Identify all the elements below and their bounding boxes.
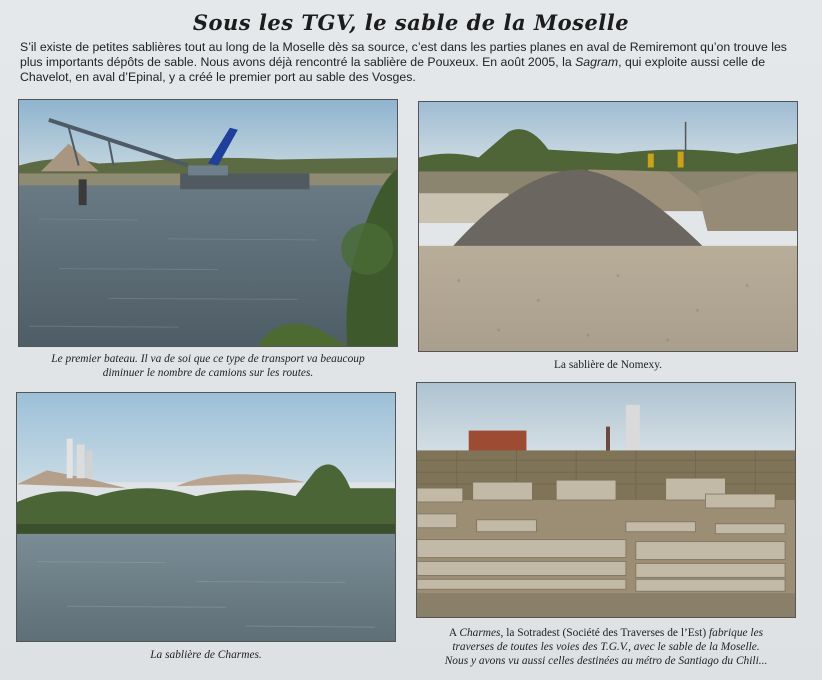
caption-sleeper-mid: , la Sotradest (Société des Traverses de l’Est)	[500, 627, 709, 639]
photo-barge-on-river	[18, 99, 398, 347]
caption-nomexy-line-1: La sablière de Nomexy.	[553, 359, 663, 371]
caption-sleeper-prefix: A	[448, 627, 460, 639]
charmes-quarry-illustration	[17, 393, 395, 641]
photo-charmes-quarry	[16, 392, 396, 642]
nomexy-quarry-illustration	[419, 102, 797, 351]
caption-barge	[18, 352, 398, 380]
intro-company: Sagram	[575, 55, 619, 69]
caption-charmes	[16, 648, 396, 662]
caption-charmes-line-1: La sablière de Charmes.	[150, 649, 262, 661]
photo-nomexy-quarry	[418, 101, 798, 352]
intro-part-1: S’il existe de petites sablières tout au long de la Moselle dès sa source, c’est dans les parties planes en aval de Remiremont qu’on trouve les plus importants dépôts de sable. Nous avons déjà rencontré la sablière de Pouxeux. En août 2005, la	[20, 40, 787, 69]
caption-sleeper-yard	[416, 626, 796, 668]
caption-sleeper-place: Charmes	[459, 627, 501, 639]
caption-barge-line-1: Le premier bateau. Il va de soi que ce type de transport va beaucoup	[51, 353, 365, 365]
caption-barge-line-2: diminuer le nombre de camions sur les routes.	[102, 367, 314, 379]
caption-sleeper-line-3: Nous y avons vu aussi celles destinées au métro de Santiago du Chili...	[444, 655, 768, 667]
intro-part-2: , qui exploite aussi celle de Chavelot, en aval d’Epinal, y a créé le premier port au sable des Vosges.	[20, 55, 766, 84]
caption-sleeper-rest: fabrique les	[708, 627, 764, 639]
article-title: Sous les TGV, le sable de la Moselle	[192, 10, 630, 35]
caption-sleeper-line-1	[416, 626, 796, 640]
caption-sleeper-line-2: traverses de toutes les voies des T.G.V., avec le sable de la Moselle.	[452, 641, 760, 653]
sleeper-yard-illustration	[417, 383, 795, 617]
photo-sleeper-yard	[416, 382, 796, 618]
barge-river-illustration	[19, 100, 397, 346]
caption-nomexy	[418, 358, 798, 372]
intro-paragraph	[20, 40, 810, 85]
